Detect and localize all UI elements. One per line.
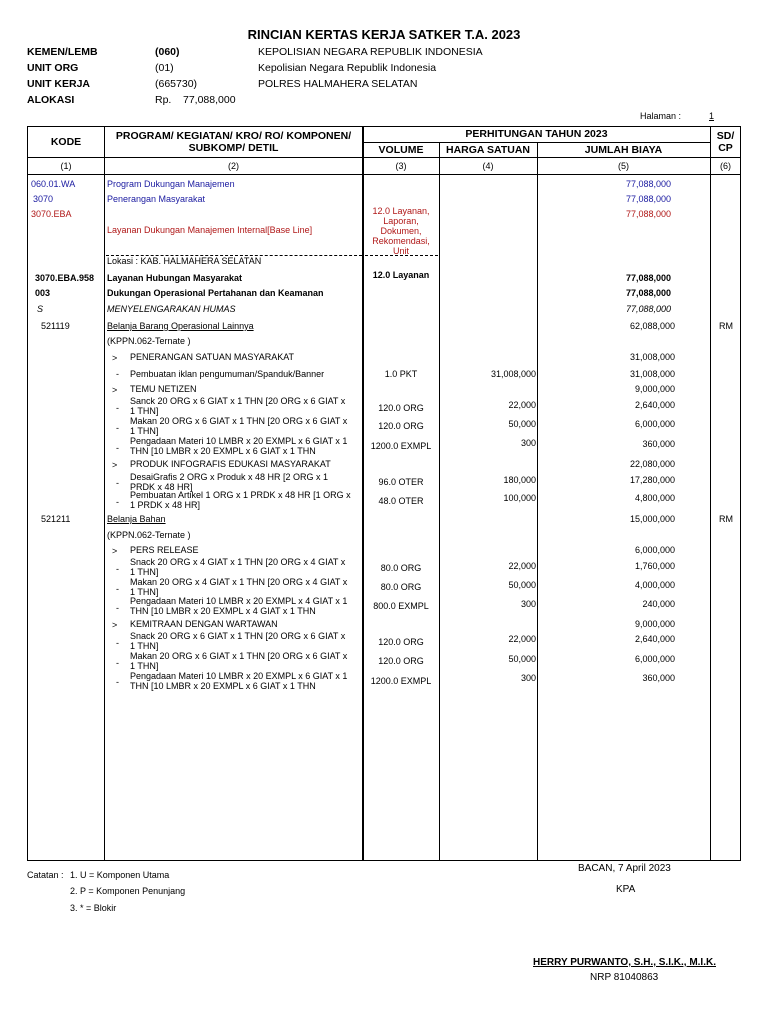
row-mark: - — [116, 497, 119, 507]
row-desc: Belanja Barang Operasional Lainnya — [107, 321, 254, 331]
row-desc: Snack 20 ORG x 6 GIAT x 1 THN [20 ORG x 6 GIAT x 1 THN] — [130, 631, 346, 651]
row-harga: 300 — [520, 673, 536, 683]
row-jumlah: 77,088,000 — [625, 194, 671, 204]
row-jumlah: 4,000,000 — [634, 580, 675, 590]
row-lokasi: Lokasi : KAB. HALMAHERA SELATAN — [107, 256, 262, 266]
row-mark: - — [116, 677, 119, 687]
row-vol: 800.0 EXMPL — [373, 601, 429, 611]
row-mark: - — [116, 603, 119, 613]
row-harga: 22,000 — [508, 634, 536, 644]
row-kode: 003 — [35, 288, 51, 298]
unitkerja-code: (665730) — [155, 78, 198, 90]
row-mark: - — [116, 658, 119, 668]
row-desc: Makan 20 ORG x 4 GIAT x 1 THN [20 ORG x 4 GIAT x 1 THN] — [130, 577, 348, 597]
row-vol: 120.0 ORG — [378, 421, 424, 431]
kemen-code: (060) — [155, 46, 180, 58]
col-sdcp-l1: SD/ — [716, 130, 735, 142]
kemen-label: KEMEN/LEMB — [27, 46, 98, 58]
row-harga: 31,008,000 — [490, 369, 536, 379]
halaman-label: Halaman : — [640, 111, 682, 121]
row-harga: 300 — [520, 599, 536, 609]
row-vol: 80.0 ORG — [380, 563, 422, 573]
col-num-4: (4) — [482, 161, 494, 171]
alokasi-currency: Rp. — [155, 94, 172, 106]
unitorg-name: Kepolisian Negara Republik Indonesia — [258, 62, 437, 74]
row-desc: KEMITRAAN DENGAN WARTAWAN — [130, 619, 278, 629]
row-desc: Dukungan Operasional Pertahanan dan Keamanan — [107, 288, 324, 298]
row-desc: Makan 20 ORG x 6 GIAT x 1 THN [20 ORG x 6 GIAT x 1 THN] — [130, 651, 348, 671]
row-jumlah: 2,640,000 — [634, 400, 675, 410]
unitkerja-name: POLRES HALMAHERA SELATAN — [258, 78, 418, 90]
row-jumlah: 4,800,000 — [634, 493, 675, 503]
col-num-5: (5) — [618, 161, 629, 171]
row-desc: Pengadaan Materi 10 LMBR x 20 EXMPL x 6 GIAT x 1 THN [10 LMBR x 20 EXMPL x 6 GIAT x 1 THN — [130, 436, 348, 456]
col-sdcp-l2: CP — [718, 142, 733, 154]
row-harga: 50,000 — [508, 654, 536, 664]
row-harga: 300 — [520, 438, 536, 448]
row-jumlah: 9,000,000 — [634, 619, 675, 629]
row-vol: 120.0 ORG — [378, 656, 424, 666]
row-desc: Layanan Dukungan Manajemen Internal[Base Line] — [107, 225, 313, 235]
row-jumlah: 6,000,000 — [634, 654, 675, 664]
signer-role: KPA — [616, 884, 636, 895]
row-vol: 120.0 ORG — [378, 637, 424, 647]
row-jumlah: 6,000,000 — [634, 419, 675, 429]
row-vol: 1.0 PKT — [384, 369, 418, 379]
row-jumlah: 1,760,000 — [634, 561, 675, 571]
row-jumlah: 62,088,000 — [629, 321, 675, 331]
row-jumlah: 360,000 — [642, 439, 675, 449]
row-desc: Pengadaan Materi 10 LMBR x 20 EXMPL x 4 GIAT x 1 THN [10 LMBR x 20 EXMPL x 4 GIAT x 1 THN — [130, 596, 348, 616]
note-1: 1. U = Komponen Utama — [70, 870, 170, 880]
row-vol: 96.0 OTER — [378, 477, 424, 487]
row-desc: Snack 20 ORG x 4 GIAT x 1 THN [20 ORG x 4 GIAT x 1 THN] — [130, 557, 346, 577]
row-jumlah: 9,000,000 — [634, 384, 675, 394]
row-desc: DesaiGrafis 2 ORG x Produk x 48 HR [2 ORG x 1 PRDK x 48 HR] — [130, 472, 329, 492]
row-harga: 22,000 — [508, 400, 536, 410]
row-jumlah: 2,640,000 — [634, 634, 675, 644]
row-vol: 80.0 ORG — [380, 582, 422, 592]
row-jumlah: 77,088,000 — [625, 304, 671, 314]
row-vol: 48.0 OTER — [378, 496, 424, 506]
col-num-6: (6) — [720, 161, 731, 171]
row-jumlah: 240,000 — [642, 599, 675, 609]
row-mark: > — [112, 353, 118, 363]
signer-nrp: NRP 81040863 — [590, 972, 659, 983]
row-mark: - — [116, 423, 119, 433]
halaman-value: 1 — [709, 111, 715, 121]
col-num-3: (3) — [395, 161, 407, 171]
row-desc: Belanja Bahan — [107, 514, 166, 524]
row-kppn: (KPPN.062-Ternate ) — [107, 336, 191, 346]
catatan-label: Catatan : — [27, 870, 64, 880]
row-desc: Pembuatan Artikel 1 ORG x 1 PRDK x 48 HR [1 ORG x 1 PRDK x 48 HR] — [130, 490, 351, 510]
place-date: BACAN, 7 April 2023 — [578, 863, 671, 874]
row-desc: Program Dukungan Manajemen — [107, 179, 235, 189]
row-jumlah: 6,000,000 — [634, 545, 675, 555]
row-jumlah: 77,088,000 — [625, 179, 671, 189]
col-jumlah: JUMLAH BIAYA — [584, 144, 663, 156]
row-mark: - — [116, 584, 119, 594]
col-harga: HARGA SATUAN — [446, 144, 530, 156]
row-desc: Penerangan Masyarakat — [107, 194, 206, 204]
row-mark: > — [112, 460, 118, 470]
row-harga: 100,000 — [503, 493, 536, 503]
row-jumlah: 31,008,000 — [629, 352, 675, 362]
row-desc: MENYELENGARAKAN HUMAS — [107, 304, 236, 314]
col-program-l1: PROGRAM/ KEGIATAN/ KRO/ RO/ KOMPONEN/ — [115, 130, 352, 142]
row-mark: - — [116, 369, 119, 379]
row-jumlah: 22,080,000 — [629, 459, 675, 469]
row-jumlah: 77,088,000 — [625, 288, 671, 298]
unitkerja-label: UNIT KERJA — [27, 78, 91, 90]
row-jumlah: 31,008,000 — [629, 369, 675, 379]
row-kode: 060.01.WA — [31, 179, 76, 189]
row-kppn: (KPPN.062-Ternate ) — [107, 530, 191, 540]
row-mark: - — [116, 564, 119, 574]
col-kode: KODE — [50, 136, 82, 148]
row-jumlah: 77,088,000 — [625, 209, 671, 219]
col-volume: VOLUME — [378, 144, 424, 156]
row-mark: - — [116, 638, 119, 648]
row-desc: PRODUK INFOGRAFIS EDUKASI MASYARAKAT — [130, 459, 331, 469]
signer-name: HERRY PURWANTO, S.H., S.I.K., M.I.K. — [533, 957, 716, 968]
note-2: 2. P = Komponen Penunjang — [70, 886, 186, 896]
alokasi-value: 77,088,000 — [183, 94, 236, 106]
row-desc: PENERANGAN SATUAN MASYARAKAT — [130, 352, 295, 362]
row-sd: RM — [719, 321, 733, 331]
row-mark: > — [112, 620, 118, 630]
row-kode: 521211 — [41, 514, 71, 524]
col-program-l2: SUBKOMP/ DETIL — [188, 142, 279, 154]
alokasi-label: ALOKASI — [27, 94, 75, 106]
row-vol: 120.0 ORG — [378, 403, 424, 413]
row-desc: Pembuatan iklan pengumuman/Spanduk/Banner — [130, 369, 325, 379]
row-desc: Makan 20 ORG x 6 GIAT x 1 THN [20 ORG x 6 GIAT x 1 THN] — [130, 416, 348, 436]
row-vol: 1200.0 EXMPL — [370, 441, 432, 451]
kemen-name: KEPOLISIAN NEGARA REPUBLIK INDONESIA — [258, 46, 483, 58]
row-kode: 3070.EBA — [31, 209, 72, 219]
col-num-2: (2) — [228, 161, 239, 171]
row-harga: 180,000 — [503, 475, 536, 485]
row-desc: Layanan Hubungan Masyarakat — [107, 273, 243, 283]
row-mark: - — [116, 443, 119, 453]
row-mark: > — [112, 385, 118, 395]
row-kode: S — [37, 304, 44, 314]
row-sd: RM — [719, 514, 733, 524]
row-mark: > — [112, 546, 118, 556]
note-3: 3. * = Blokir — [70, 903, 117, 913]
unitorg-code: (01) — [155, 62, 174, 74]
row-jumlah: 360,000 — [642, 673, 675, 683]
row-desc: Pengadaan Materi 10 LMBR x 20 EXMPL x 6 GIAT x 1 THN [10 LMBR x 20 EXMPL x 6 GIAT x 1 THN — [130, 671, 348, 691]
row-desc: PERS RELEASE — [130, 545, 199, 555]
row-kode: 521119 — [41, 321, 70, 331]
col-perhitungan: PERHITUNGAN TAHUN 2023 — [465, 128, 608, 140]
row-jumlah: 17,280,000 — [629, 475, 675, 485]
row-vol: 12.0 Layanan — [372, 270, 430, 280]
row-jumlah: 77,088,000 — [625, 273, 671, 283]
row-desc: Sanck 20 ORG x 6 GIAT x 1 THN [20 ORG x 6 GIAT x 1 THN] — [130, 396, 346, 416]
row-harga: 22,000 — [508, 561, 536, 571]
row-mark: - — [116, 403, 119, 413]
row-kode: 3070 — [33, 194, 54, 204]
row-desc: TEMU NETIZEN — [130, 384, 197, 394]
row-mark: - — [116, 478, 119, 488]
row-jumlah: 15,000,000 — [629, 514, 675, 524]
row-vol: 12.0 Layanan, Laporan, Dokumen, Rekomendasi, Unit — [372, 206, 430, 256]
row-harga: 50,000 — [508, 580, 536, 590]
unitorg-label: UNIT ORG — [27, 62, 79, 74]
row-kode: 3070.EBA.958 — [35, 273, 95, 283]
col-num-1: (1) — [60, 161, 72, 171]
row-vol: 1200.0 EXMPL — [370, 676, 432, 686]
page-title: RINCIAN KERTAS KERJA SATKER T.A. 2023 — [247, 27, 521, 42]
row-harga: 50,000 — [508, 419, 536, 429]
